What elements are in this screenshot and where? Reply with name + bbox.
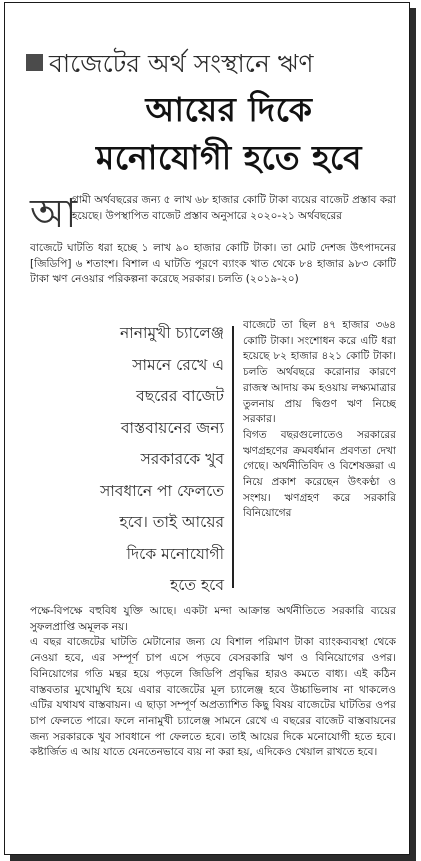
body-bottom-paragraph-2: এ বছর বাজেটের ঘাটতি মেটানোর জন্য যে বিশাল পরিমাণ টাকা ব্যাংকব্যবস্থা থেকে নেওয়া হবে, এর সম্পূর্ণ চাপ এসে পড়বে বেসরকারি ঋণ ও বিনিয়োগের ওপর। বিনিয়োগের গতি মন্থর হয়ে পড়লে জিডিপি প্রবৃদ্ধির হারও কমতে বাধ্য। এই কঠিন বাস্তবতার মুখোমুখি হয়ে এবার বাজেটের মূল চ্যালেঞ্জ হবে উচ্চাভিলাষ না থাকলেও এটির যথাযথ বাস্তবায়ন। এ ছাড়া সম্পূর্ণ অপ্রত্যাশিত কিছু বিষয় বাজেটের ঘাটতির ওপর চাপ ফেলতে পারে। ফলে নানামুখী চ্যালেঞ্জ সামনে রেখে এ বছরের বাজেট বাস্তবায়নের জন্য সরকারকে খুব সাবধানে পা ফেলতে হবে। তাই আয়ের দিকে মনোযোগী হতে হবে। কষ্টার্জিত এ আয় যাতে যেনতেনভাবে ব্যয় না করা হয়, এদিকেও খেয়াল রাখতে হবে। bbox=[30, 636, 396, 759]
narrow-column bbox=[243, 318, 396, 602]
pullquote-line: হবে। তাই আয়ের bbox=[119, 513, 224, 531]
article-headline bbox=[56, 86, 402, 182]
pullquote-line: বাস্তবায়নের জন্য bbox=[120, 418, 224, 437]
article-kicker bbox=[26, 44, 396, 84]
kicker-text: বাজেটের অর্থ সংস্থানে ঋণ bbox=[49, 49, 314, 78]
intro-text: গামী অর্থবছরের জন্য ৫ লাখ ৬৮ হাজার কোটি টাকা ব্যয়ের বাজেট প্রস্তাব করা হয়েছে। উপস্থাপিত বাজেট প্রস্তাব অনুসারে ২০২০-২১ অর্থবছরের bbox=[72, 194, 396, 222]
pullquote-line: বছরের বাজেট bbox=[136, 387, 224, 405]
body-bottom bbox=[30, 604, 396, 840]
headline-line-2: মনোযোগী হতে হবে bbox=[95, 138, 363, 177]
drop-cap: আ bbox=[30, 191, 77, 237]
column-paragraph-1: বাজেটে তা ছিল ৪৭ হাজার ৩৬৪ কোটি টাকা। সংশোধন করে এটি ধরা হয়েছে ৮২ হাজার ৪২১ কোটি টাকা। চলতি অর্থবছরে করোনার কারণে রাজস্ব আদায় কম হওয়ায় লক্ষ্যমাত্রার তুলনায় প্রায় দ্বিগুণ ঋণ নিচ্ছে সরকার। bbox=[243, 319, 396, 426]
body-bottom-paragraph-1: পক্ষে-বিপক্ষে বহুবিধ যুক্তি আছে। একটা মন্দা আক্রান্ত অর্থনীতিতে সরকারি ব্যয়ের সুফলপ্রাপ্তি অমূলক নয়। bbox=[30, 605, 396, 633]
pullquote-line: সাবধানে পা ফেলতে bbox=[100, 481, 224, 500]
body-top-paragraph bbox=[30, 241, 396, 318]
column-paragraph-2: বিগত বছরগুলোতেও সরকারের ঋণগ্রহণের ক্রমবর্ধমান প্রবণতা দেখা গেছে। অর্থনীতিবিদ ও বিশেষজ্ঞরা এ নিয়ে প্রকাশ করেছেন উৎকণ্ঠা ও সংশয়। ঋণগ্রহণ করে সরকারি বিনিয়োগের bbox=[243, 428, 396, 520]
square-bullet-icon bbox=[26, 54, 43, 71]
headline-line-1: আয়ের দিকে bbox=[145, 90, 313, 129]
body-top-text: বাজেটে ঘাটতি ধরা হচ্ছে ১ লাখ ৯০ হাজার কোটি টাকা। তা মোট দেশজ উৎপাদনের [জিডিপি] ৬ শতাংশ। বিশাল এ ঘাটতি পূরণে ব্যাংক খাত থেকে ৮৪ হাজার ৯৮৩ কোটি টাকা ঋণ নেওয়ার পরিকল্পনা করেছে সরকার। চলতি (২০১৯-২০) bbox=[30, 242, 396, 286]
intro-paragraph bbox=[72, 193, 396, 241]
pullquote-line: হতে হবে bbox=[170, 576, 224, 594]
pullquote-line: নানামুখী চ্যালেঞ্জ bbox=[119, 324, 224, 342]
pull-quote bbox=[56, 318, 224, 594]
pullquote-line: সামনে রেখে এ bbox=[132, 355, 224, 374]
pullquote-divider bbox=[232, 326, 234, 588]
pullquote-line: সরকারকে খুব bbox=[140, 450, 224, 468]
pullquote-line: দিকে মনোযোগী bbox=[126, 544, 224, 563]
